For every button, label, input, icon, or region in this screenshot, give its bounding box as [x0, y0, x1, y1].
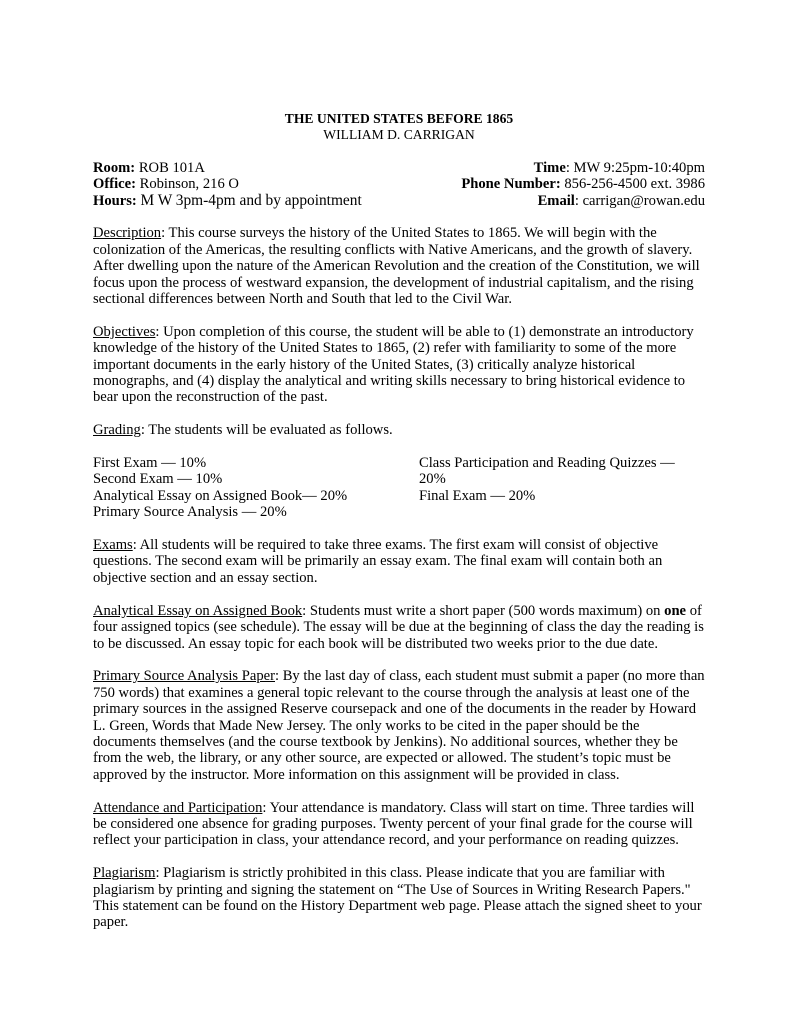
essay-text: Students must write a short paper (500 words maximum) on [309, 602, 661, 619]
essay-section: Analytical Essay on Assigned Book: Students must write a short paper (500 words maximum) on one of four assigned topics (see schedule). The essay will be due at the beginning of class the day the reading is to be discussed. An essay topic for each book will be distributed two weeks prior to the due date. [93, 602, 704, 652]
room-value: ROB 101A [138, 159, 205, 176]
syllabus-page [93, 111, 705, 931]
office-info [93, 176, 239, 192]
grading-text: The students will be evaluated as follows. [148, 422, 393, 439]
primary-source-heading: Primary Source Analysis Paper [93, 668, 275, 685]
grading-column-right [419, 455, 675, 521]
phone-label: Phone Number: [461, 176, 561, 193]
plagiarism-text: Plagiarism is strictly prohibited in this class. Please indicate that you are familiar with plagiarism by printing and signing the statement on “The Use of Sources in Writing Research Papers." This statement can be found on the History Department web page. Please attach the signed sheet to your paper. [93, 865, 702, 931]
email-value: carrigan@rowan.edu [582, 192, 705, 209]
hours-info [93, 193, 362, 209]
exams-heading: Exams [93, 537, 133, 554]
office-value: Robinson, 216 O [139, 176, 239, 193]
grading-item: Primary Source Analysis — 20% [93, 504, 287, 521]
essay-emphasis: one [664, 602, 687, 619]
exams-text: All students will be required to take three exams. The first exam will consist of objective questions. The second exam will be primarily an essay exam. The final exam will contain both an objective section and an essay section. [93, 537, 663, 586]
exams-section: Exams: All students will be required to take three exams. The first exam will consist of objective questions. The second exam will be primarily an essay exam. The final exam will contain both an objective section and an essay section. [93, 537, 663, 586]
grading-item: Second Exam — 10% [93, 471, 223, 488]
email-label: Email [537, 192, 575, 209]
grading-section: Grading: The students will be evaluated as follows. [93, 422, 393, 439]
grading-heading: Grading [93, 422, 141, 439]
primary-source-section: Primary Source Analysis Paper: By the last day of class, each student must submit a paper (no more than 750 words) that examines a general topic relevant to the course through the analysis at least one of the primary sources in the assigned Reserve coursepack and one of the documents in the reader by Howard L. Green, Words that Made New Jersey. The only works to be cited in the paper should be the documents themselves (and the course textbook by Jenkins). No additional sources, whether they be from the web, the library, or any other source, are expected or allowed. The student’s topic must be approved by the instructor. More information on this assignment will be provided in class. [93, 668, 705, 783]
title-block [93, 111, 705, 144]
attendance-text: Your attendance is mandatory. Class will start on time. Three tardies will be considered one absence for grading purposes. Twenty percent of your final grade for the course will reflect your participation in class, your attendance record, and your performance on reading quizzes. [93, 799, 695, 849]
description-heading: Description [93, 225, 162, 242]
grading-breakdown [93, 455, 705, 521]
phone-info [461, 176, 705, 192]
info-row-office-phone [93, 176, 705, 192]
essay-text-continued: of four assigned topics (see schedule). The essay will be due at the beginning of class the day the reading is to be discussed. An essay topic for each book will be distributed two weeks prior to the due date. [93, 602, 704, 652]
essay-heading: Analytical Essay on Assigned Book [93, 602, 303, 619]
description-text: This course surveys the history of the United States to 1865. We will begin with the colonization of the Americas, the resulting conflicts with Native Americans, and the growth of slavery. After dwelling upon the nature of the American Revolution and the creation of the Constitution, we will focus upon the process of westward expansion, the development of industrial capitalism, and the rising sectional differences between North and South that led to the Civil War. [93, 225, 700, 308]
grading-item: 20% [419, 471, 446, 488]
hours-label: Hours: [93, 192, 137, 209]
time-info: Time: MW 9:25pm-10:40pm [533, 159, 705, 176]
plagiarism-heading: Plagiarism [93, 865, 156, 882]
hours-value: M W 3pm-4pm and by appointment [140, 191, 362, 209]
description-section: Description: This course surveys the history of the United States to 1865. We will begin with the colonization of the Americas, the resulting conflicts with Native Americans, and the growth of slavery. After dwelling upon the nature of the American Revolution and the creation of the Constitution, we will focus upon the process of westward expansion, the development of industrial capitalism, and the rising sectional differences between North and South that led to the Civil War. [93, 225, 700, 308]
grading-item: Class Participation and Reading Quizzes — [419, 455, 675, 472]
objectives-heading: Objectives [93, 323, 156, 340]
objectives-text: Upon completion of this course, the student will be able to (1) demonstrate an introductory knowledge of the history of the United States to 1865, (2) refer with familiarity to some of the more important documents in the early history of the United States, (3) critically analyze historical monographs, and (4) display the analytical and writing skills necessary to bring historical evidence to bear upon the reconstruction of the past. [93, 323, 694, 406]
email-info: Email: carrigan@rowan.edu [537, 192, 705, 209]
course-title: THE UNITED STATES BEFORE 1865 [284, 111, 514, 126]
info-row-hours-email [93, 193, 705, 209]
info-row-room-time [93, 160, 705, 176]
objectives-section: Objectives: Upon completion of this course, the student will be able to (1) demonstrate an introductory knowledge of the history of the United States to 1865, (2) refer with familiarity to some of the more important documents in the early history of the United States, (3) critically analyze historical monographs, and (4) display the analytical and writing skills necessary to bring historical evidence to bear upon the reconstruction of the past. [93, 323, 694, 406]
plagiarism-section: Plagiarism: Plagiarism is strictly prohibited in this class. Please indicate that you are familiar with plagiarism by printing and signing the statement on “The Use of Sources in Writing Research Papers." This statement can be found on the History Department web page. Please attach the signed sheet to your paper. [93, 865, 702, 931]
attendance-heading: Attendance and Participation [93, 799, 263, 816]
grading-item: Final Exam — 20% [419, 487, 536, 504]
grading-item: Analytical Essay on Assigned Book— 20% [93, 487, 348, 504]
grading-column-left [93, 455, 419, 521]
time-label: Time [533, 159, 566, 176]
phone-value: 856-256-4500 ext. 3986 [564, 176, 705, 193]
office-label: Office: [93, 176, 136, 193]
grading-item: First Exam — 10% [93, 455, 207, 472]
instructor-name: WILLIAM D. CARRIGAN [323, 127, 475, 143]
time-value: MW 9:25pm-10:40pm [573, 159, 705, 176]
room-label: Room: [93, 159, 136, 176]
primary-source-text: By the last day of class, each student must submit a paper (no more than 750 words) that examines a general topic relevant to the course through the analysis at least one of the primary sources in the assigned Reserve coursepack and one of the documents in the reader by Howard L. Green, Words that Made New Jersey. The only works to be cited in the paper should be the documents themselves (and the course textbook by Jenkins). No additional sources, whether they be from the web, the library, or any other source, are expected or allowed. The student’s topic must be approved by the instructor. More information on this assignment will be provided in class. [93, 668, 705, 783]
attendance-section: Attendance and Participation: Your attendance is mandatory. Class will start on time. Three tardies will be considered one absence for grading purposes. Twenty percent of your final grade for the course will reflect your participation in class, your attendance record, and your performance on reading quizzes. [93, 799, 695, 849]
course-info [93, 160, 705, 209]
room-info [93, 160, 205, 176]
